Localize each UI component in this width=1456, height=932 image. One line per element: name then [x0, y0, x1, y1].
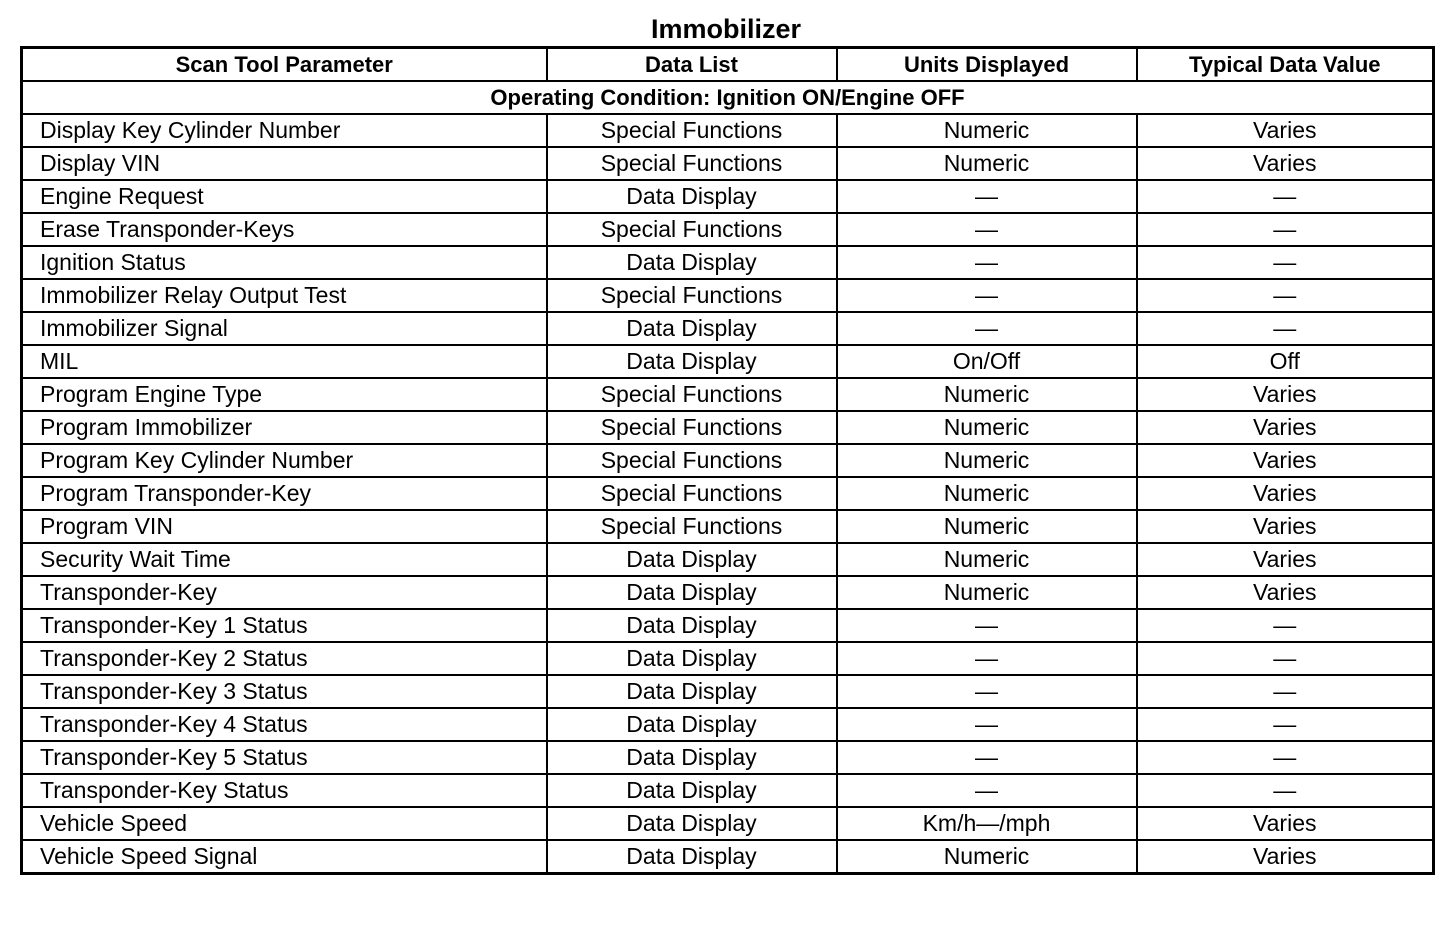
- cell-data-list: Special Functions: [547, 411, 837, 444]
- cell-units-displayed: Numeric: [837, 114, 1137, 147]
- cell-data-list: Special Functions: [547, 510, 837, 543]
- cell-data-list: Data Display: [547, 312, 837, 345]
- table-row: [22, 675, 1434, 708]
- cell-units-displayed: —: [837, 213, 1137, 246]
- cell-units-displayed: Numeric: [837, 444, 1137, 477]
- cell-scan-tool-parameter: Transponder-Key: [22, 576, 547, 609]
- table-row: [22, 378, 1434, 411]
- cell-units-displayed: Numeric: [837, 378, 1137, 411]
- table-row: [22, 708, 1434, 741]
- cell-scan-tool-parameter: Transponder-Key 1 Status: [22, 609, 547, 642]
- table-row: [22, 279, 1434, 312]
- cell-scan-tool-parameter: Program Engine Type: [22, 378, 547, 411]
- cell-units-displayed: —: [837, 741, 1137, 774]
- cell-data-list: Special Functions: [547, 114, 837, 147]
- table-body: [22, 81, 1434, 874]
- cell-typical-data-value: Varies: [1137, 378, 1434, 411]
- header-typical-data-value: Typical Data Value: [1137, 48, 1434, 82]
- cell-typical-data-value: Varies: [1137, 510, 1434, 543]
- cell-data-list: Special Functions: [547, 444, 837, 477]
- cell-data-list: Data Display: [547, 609, 837, 642]
- table-row: [22, 609, 1434, 642]
- cell-units-displayed: Numeric: [837, 840, 1137, 874]
- cell-typical-data-value: Varies: [1137, 444, 1434, 477]
- cell-scan-tool-parameter: Transponder-Key 5 Status: [22, 741, 547, 774]
- cell-scan-tool-parameter: Transponder-Key Status: [22, 774, 547, 807]
- cell-units-displayed: —: [837, 708, 1137, 741]
- table-row: [22, 741, 1434, 774]
- cell-scan-tool-parameter: Transponder-Key 2 Status: [22, 642, 547, 675]
- cell-typical-data-value: Varies: [1137, 411, 1434, 444]
- cell-scan-tool-parameter: Program Immobilizer: [22, 411, 547, 444]
- cell-units-displayed: —: [837, 609, 1137, 642]
- table-row: [22, 114, 1434, 147]
- cell-scan-tool-parameter: Vehicle Speed: [22, 807, 547, 840]
- table-row: [22, 246, 1434, 279]
- header-data-list: Data List: [547, 48, 837, 82]
- table-title: Immobilizer: [650, 14, 802, 44]
- cell-data-list: Data Display: [547, 741, 837, 774]
- cell-data-list: Special Functions: [547, 279, 837, 312]
- table-row: [22, 774, 1434, 807]
- cell-scan-tool-parameter: Vehicle Speed Signal: [22, 840, 547, 874]
- table-row: [22, 411, 1434, 444]
- cell-data-list: Data Display: [547, 708, 837, 741]
- table-row: [22, 147, 1434, 180]
- cell-typical-data-value: Varies: [1137, 114, 1434, 147]
- cell-data-list: Special Functions: [547, 213, 837, 246]
- cell-data-list: Data Display: [547, 675, 837, 708]
- cell-units-displayed: —: [837, 774, 1137, 807]
- header-row: [22, 48, 1434, 82]
- cell-data-list: Special Functions: [547, 147, 837, 180]
- cell-units-displayed: —: [837, 312, 1137, 345]
- cell-units-displayed: Numeric: [837, 510, 1137, 543]
- cell-typical-data-value: —: [1137, 246, 1434, 279]
- operating-condition-row: [22, 81, 1434, 114]
- cell-units-displayed: On/Off: [837, 345, 1137, 378]
- table-row: [22, 345, 1434, 378]
- cell-typical-data-value: Varies: [1137, 576, 1434, 609]
- cell-data-list: Special Functions: [547, 477, 837, 510]
- cell-scan-tool-parameter: Ignition Status: [22, 246, 547, 279]
- cell-data-list: Data Display: [547, 180, 837, 213]
- cell-data-list: Data Display: [547, 576, 837, 609]
- cell-scan-tool-parameter: Program VIN: [22, 510, 547, 543]
- table-row: [22, 642, 1434, 675]
- cell-data-list: Special Functions: [547, 378, 837, 411]
- cell-scan-tool-parameter: Immobilizer Relay Output Test: [22, 279, 547, 312]
- cell-units-displayed: Km/h—/mph: [837, 807, 1137, 840]
- cell-scan-tool-parameter: Transponder-Key 3 Status: [22, 675, 547, 708]
- cell-units-displayed: —: [837, 675, 1137, 708]
- cell-typical-data-value: —: [1137, 312, 1434, 345]
- cell-data-list: Data Display: [547, 642, 837, 675]
- header-units-displayed: Units Displayed: [837, 48, 1137, 82]
- cell-units-displayed: Numeric: [837, 411, 1137, 444]
- cell-scan-tool-parameter: Program Key Cylinder Number: [22, 444, 547, 477]
- cell-typical-data-value: —: [1137, 213, 1434, 246]
- cell-data-list: Data Display: [547, 345, 837, 378]
- cell-scan-tool-parameter: Immobilizer Signal: [22, 312, 547, 345]
- cell-typical-data-value: —: [1137, 675, 1434, 708]
- cell-typical-data-value: Varies: [1137, 807, 1434, 840]
- table-row: [22, 510, 1434, 543]
- cell-typical-data-value: Varies: [1137, 840, 1434, 874]
- cell-typical-data-value: Varies: [1137, 477, 1434, 510]
- cell-units-displayed: Numeric: [837, 576, 1137, 609]
- cell-scan-tool-parameter: Engine Request: [22, 180, 547, 213]
- table-row: [22, 312, 1434, 345]
- cell-typical-data-value: Off: [1137, 345, 1434, 378]
- cell-scan-tool-parameter: Security Wait Time: [22, 543, 547, 576]
- cell-units-displayed: —: [837, 246, 1137, 279]
- cell-typical-data-value: —: [1137, 609, 1434, 642]
- table-row: [22, 477, 1434, 510]
- cell-units-displayed: —: [837, 279, 1137, 312]
- cell-data-list: Data Display: [547, 807, 837, 840]
- cell-typical-data-value: Varies: [1137, 147, 1434, 180]
- cell-typical-data-value: —: [1137, 279, 1434, 312]
- table-row: [22, 444, 1434, 477]
- cell-scan-tool-parameter: Display VIN: [22, 147, 547, 180]
- table-row: [22, 543, 1434, 576]
- cell-scan-tool-parameter: Program Transponder-Key: [22, 477, 547, 510]
- cell-units-displayed: —: [837, 180, 1137, 213]
- cell-units-displayed: Numeric: [837, 477, 1137, 510]
- cell-units-displayed: Numeric: [837, 543, 1137, 576]
- table-row: [22, 213, 1434, 246]
- cell-typical-data-value: —: [1137, 774, 1434, 807]
- table-row: [22, 807, 1434, 840]
- cell-typical-data-value: —: [1137, 741, 1434, 774]
- cell-scan-tool-parameter: Transponder-Key 4 Status: [22, 708, 547, 741]
- cell-typical-data-value: Varies: [1137, 543, 1434, 576]
- cell-data-list: Data Display: [547, 246, 837, 279]
- table-row: [22, 840, 1434, 874]
- cell-units-displayed: Numeric: [837, 147, 1137, 180]
- cell-typical-data-value: —: [1137, 180, 1434, 213]
- table-row: [22, 576, 1434, 609]
- cell-typical-data-value: —: [1137, 708, 1434, 741]
- cell-data-list: Data Display: [547, 543, 837, 576]
- cell-scan-tool-parameter: Display Key Cylinder Number: [22, 114, 547, 147]
- cell-scan-tool-parameter: Erase Transponder-Keys: [22, 213, 547, 246]
- cell-typical-data-value: —: [1137, 642, 1434, 675]
- cell-data-list: Data Display: [547, 774, 837, 807]
- cell-units-displayed: —: [837, 642, 1137, 675]
- operating-condition: Operating Condition: Ignition ON/Engine OFF: [22, 81, 1434, 114]
- cell-data-list: Data Display: [547, 840, 837, 874]
- immobilizer-parameter-table: [20, 46, 1435, 875]
- header-scan-tool-parameter: Scan Tool Parameter: [22, 48, 547, 82]
- cell-scan-tool-parameter: MIL: [22, 345, 547, 378]
- table-row: [22, 180, 1434, 213]
